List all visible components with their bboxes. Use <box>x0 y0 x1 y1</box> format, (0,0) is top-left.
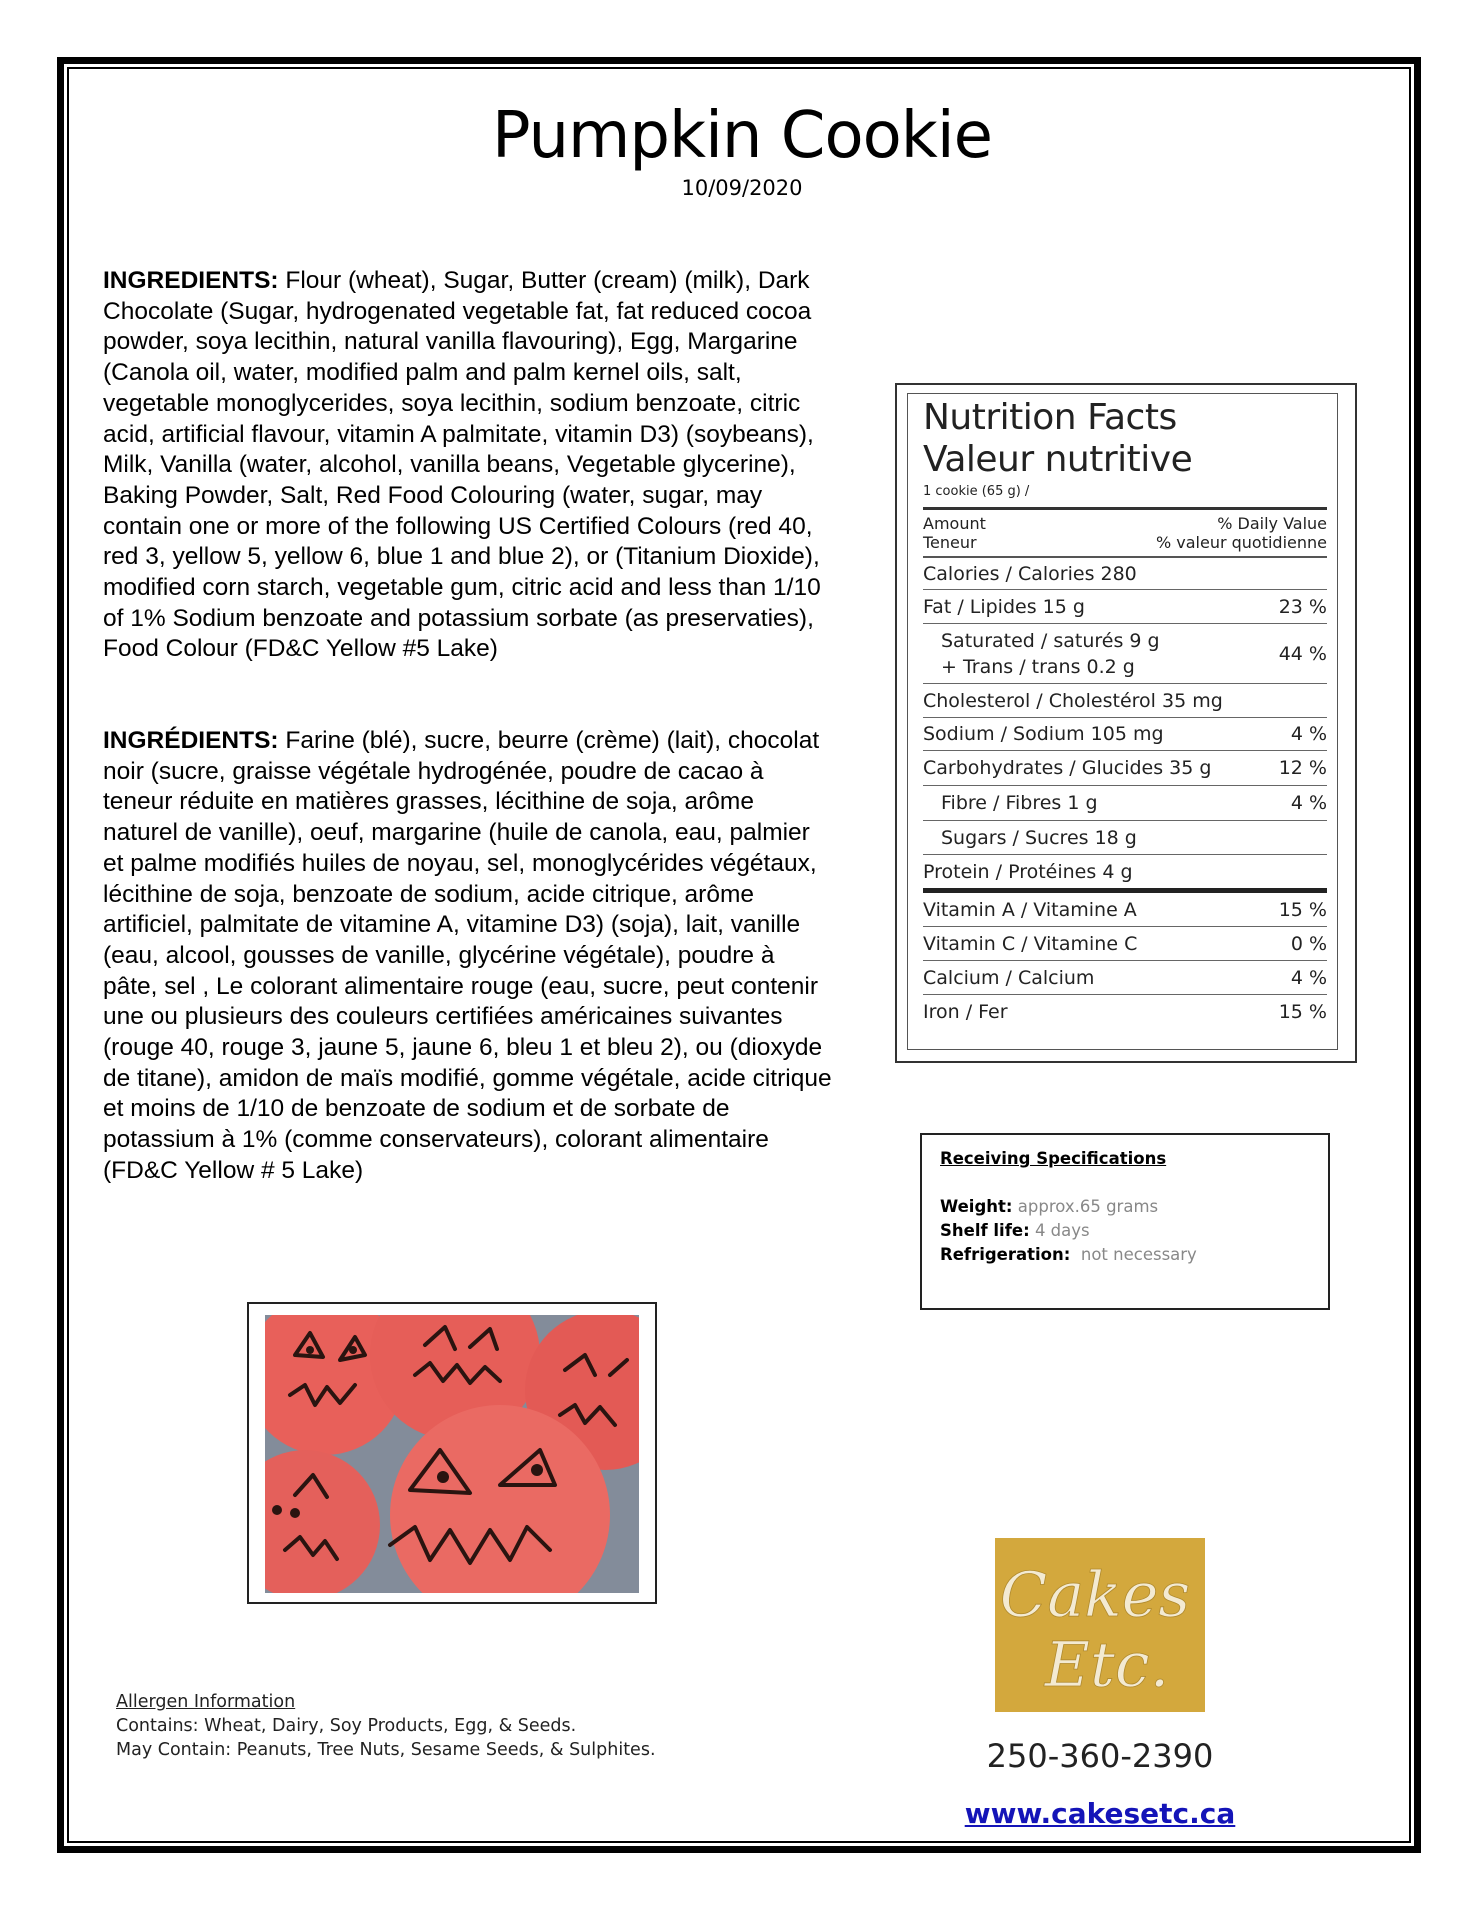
sodium-label: Sodium / Sodium 105 mg <box>923 723 1164 745</box>
ingredients-text-fr: Farine (blé), sucre, beurre (crème) (lait), chocolat noir (sucre, graisse végétale hydrogénée, poudre de cacao à teneur réduite en matières grasses, lécithine de soja, arôme naturel de vanille), oeuf, margarine (huile de canola, eau, palmier et palme modifiés huiles de noyau, sel, monoglycérides végétaux, lécithine de soja, benzoate de sodium, acide citrique, arôme artificiel, palmitate de vitamine A, vitamine D3) (soja), lait, vanille (eau, alcool, gousses de vanille, glycérine végétale), poudre à pâte, sel , Le colorant alimentaire rouge (eau, sucre, peut contenir une ou plusieurs des couleurs certifiées américaines suivantes (rouge 40, rouge 3, jaune 5, jaune 6, bleu 1 et bleu 2), ou (dioxyde de titane), amidon de maïs modifié, gomme végétale, acide citrique et moins de 1/10 de benzoate de sodium et de sorbate de potassium à 1% (comme conservateurs), colorant alimentaire (FD&C Yellow # 5 Lake) <box>103 727 832 1184</box>
cholesterol-label: Cholesterol / Cholestérol 35 mg <box>923 689 1223 712</box>
nutrition-facts-table <box>907 393 1338 1050</box>
weight-value: approx.65 grams <box>1017 1197 1159 1216</box>
iron-label: Iron / Fer <box>923 1000 1008 1023</box>
ingredients-label-en: INGREDIENTS: <box>103 267 279 294</box>
logo-line-2: Etc. <box>1044 1628 1170 1701</box>
carbohydrates-dv: 12 % <box>1278 757 1327 779</box>
sodium-row <box>923 718 1327 751</box>
website-link[interactable]: www.cakesetc.ca <box>964 1797 1236 1830</box>
logo-script-image <box>995 1538 1205 1712</box>
refrigeration-line <box>940 1243 1310 1267</box>
cakes-etc-logo <box>995 1538 1205 1712</box>
saturated-label: Saturated / saturés 9 g <box>941 629 1160 652</box>
pumpkin-cookies-image <box>265 1315 639 1593</box>
fibre-dv: 4 % <box>1290 792 1327 814</box>
weight-label: Weight: <box>940 1197 1013 1216</box>
carbohydrates-label: Carbohydrates / Glucides 35 g <box>923 757 1212 779</box>
iron-dv: 15 % <box>1278 1000 1327 1023</box>
vitamin-a-dv: 15 % <box>1278 898 1327 921</box>
shelf-life-value: 4 days <box>1034 1221 1090 1240</box>
refrigeration-label: Refrigeration: <box>940 1245 1071 1264</box>
vitamin-c-row <box>923 927 1327 961</box>
protein-row <box>923 855 1327 893</box>
amount-label-fr: Teneur <box>923 533 977 552</box>
nutrition-header <box>923 510 1327 558</box>
phone-number: 250-360-2390 <box>986 1737 1214 1775</box>
fibre-label: Fibre / Fibres 1 g <box>941 792 1098 814</box>
sugars-label: Sugars / Sucres 18 g <box>941 826 1137 849</box>
trans-label: + Trans / trans 0.2 g <box>941 655 1135 678</box>
allergen-contains: Contains: Wheat, Dairy, Soy Products, Egg, & Seeds. <box>116 1716 577 1736</box>
nutrition-title-fr: Valeur nutritive <box>923 439 1193 480</box>
daily-value-label-fr: % valeur quotidienne <box>1155 533 1327 552</box>
specs-heading: Receiving Specifications <box>940 1149 1167 1168</box>
shelf-life-line <box>940 1219 1310 1243</box>
nutrition-title-en: Nutrition Facts <box>923 397 1177 438</box>
daily-value-label-en: % Daily Value <box>1217 514 1327 533</box>
saturated-dv: 44 % <box>1278 642 1327 665</box>
calcium-label: Calcium / Calcium <box>923 966 1095 989</box>
allergen-information <box>116 1690 656 1762</box>
ingredients-text-en: Flour (wheat), Sugar, Butter (cream) (milk), Dark Chocolate (Sugar, hydrogenated vegetable fat, fat reduced cocoa powder, soya lecithin, natural vanilla flavouring), Egg, Margarine (Canola oil, water, modified palm and palm kernel oils, salt, vegetable monoglycerides, soya lecithin, sodium benzoate, citric acid, artificial flavour, vitamin A palmitate, vitamin D3) (soybeans), Milk, Vanilla (water, alcohol, vanilla beans, Vegetable glycerine), Baking Powder, Salt, Red Food Colouring (water, sugar, may contain one or more of the following US Certified Colours (red 40, red 3, yellow 5, yellow 6, blue 1 and blue 2), or (Titanium Dioxide), modified corn starch, vegetable gum, citric acid and less than 1/10 of 1% Sodium benzoate and potassium sorbate (as preservaties), Food Colour (FD&C Yellow #5 Lake) <box>103 267 821 663</box>
protein-label: Protein / Protéines 4 g <box>923 860 1133 883</box>
fat-row <box>923 590 1327 624</box>
saturated-trans-row <box>923 624 1327 684</box>
fat-label: Fat / Lipides 15 g <box>923 595 1085 618</box>
ingredients-label-fr: INGRÉDIENTS: <box>103 727 279 754</box>
receiving-specifications-box <box>920 1133 1330 1310</box>
logo-line-1: Cakes <box>999 1558 1191 1631</box>
vitamin-a-row <box>923 893 1327 927</box>
calories-row <box>923 558 1327 590</box>
calcium-row <box>923 961 1327 995</box>
iron-row <box>923 995 1327 1028</box>
cookie-photo <box>265 1315 639 1593</box>
amount-label-en: Amount <box>923 514 986 533</box>
calcium-dv: 4 % <box>1290 966 1327 989</box>
vitamin-c-label: Vitamin C / Vitamine C <box>923 932 1138 955</box>
allergen-may-contain: May Contain: Peanuts, Tree Nuts, Sesame Seeds, & Sulphites. <box>116 1740 656 1760</box>
weight-line <box>940 1195 1310 1219</box>
document-date: 10/09/2020 <box>681 176 803 200</box>
sodium-dv: 4 % <box>1290 723 1327 745</box>
refrigeration-value: not necessary <box>1080 1245 1197 1264</box>
fibre-row <box>923 786 1327 821</box>
serving-size: 1 cookie (65 g) / <box>923 484 1327 510</box>
ingredients-french <box>103 726 833 1187</box>
allergen-heading: Allergen Information <box>116 1692 296 1712</box>
vitamin-a-label: Vitamin A / Vitamine A <box>923 898 1137 921</box>
ingredients-english <box>103 266 833 665</box>
carbohydrates-row <box>923 751 1327 786</box>
sugars-row <box>923 821 1327 855</box>
page-title: Pumpkin Cookie <box>492 99 992 173</box>
cholesterol-row <box>923 684 1327 718</box>
calories-label: Calories / Calories 280 <box>923 562 1137 585</box>
fat-dv: 23 % <box>1278 595 1327 618</box>
shelf-life-label: Shelf life: <box>940 1221 1030 1240</box>
vitamin-c-dv: 0 % <box>1290 932 1327 955</box>
